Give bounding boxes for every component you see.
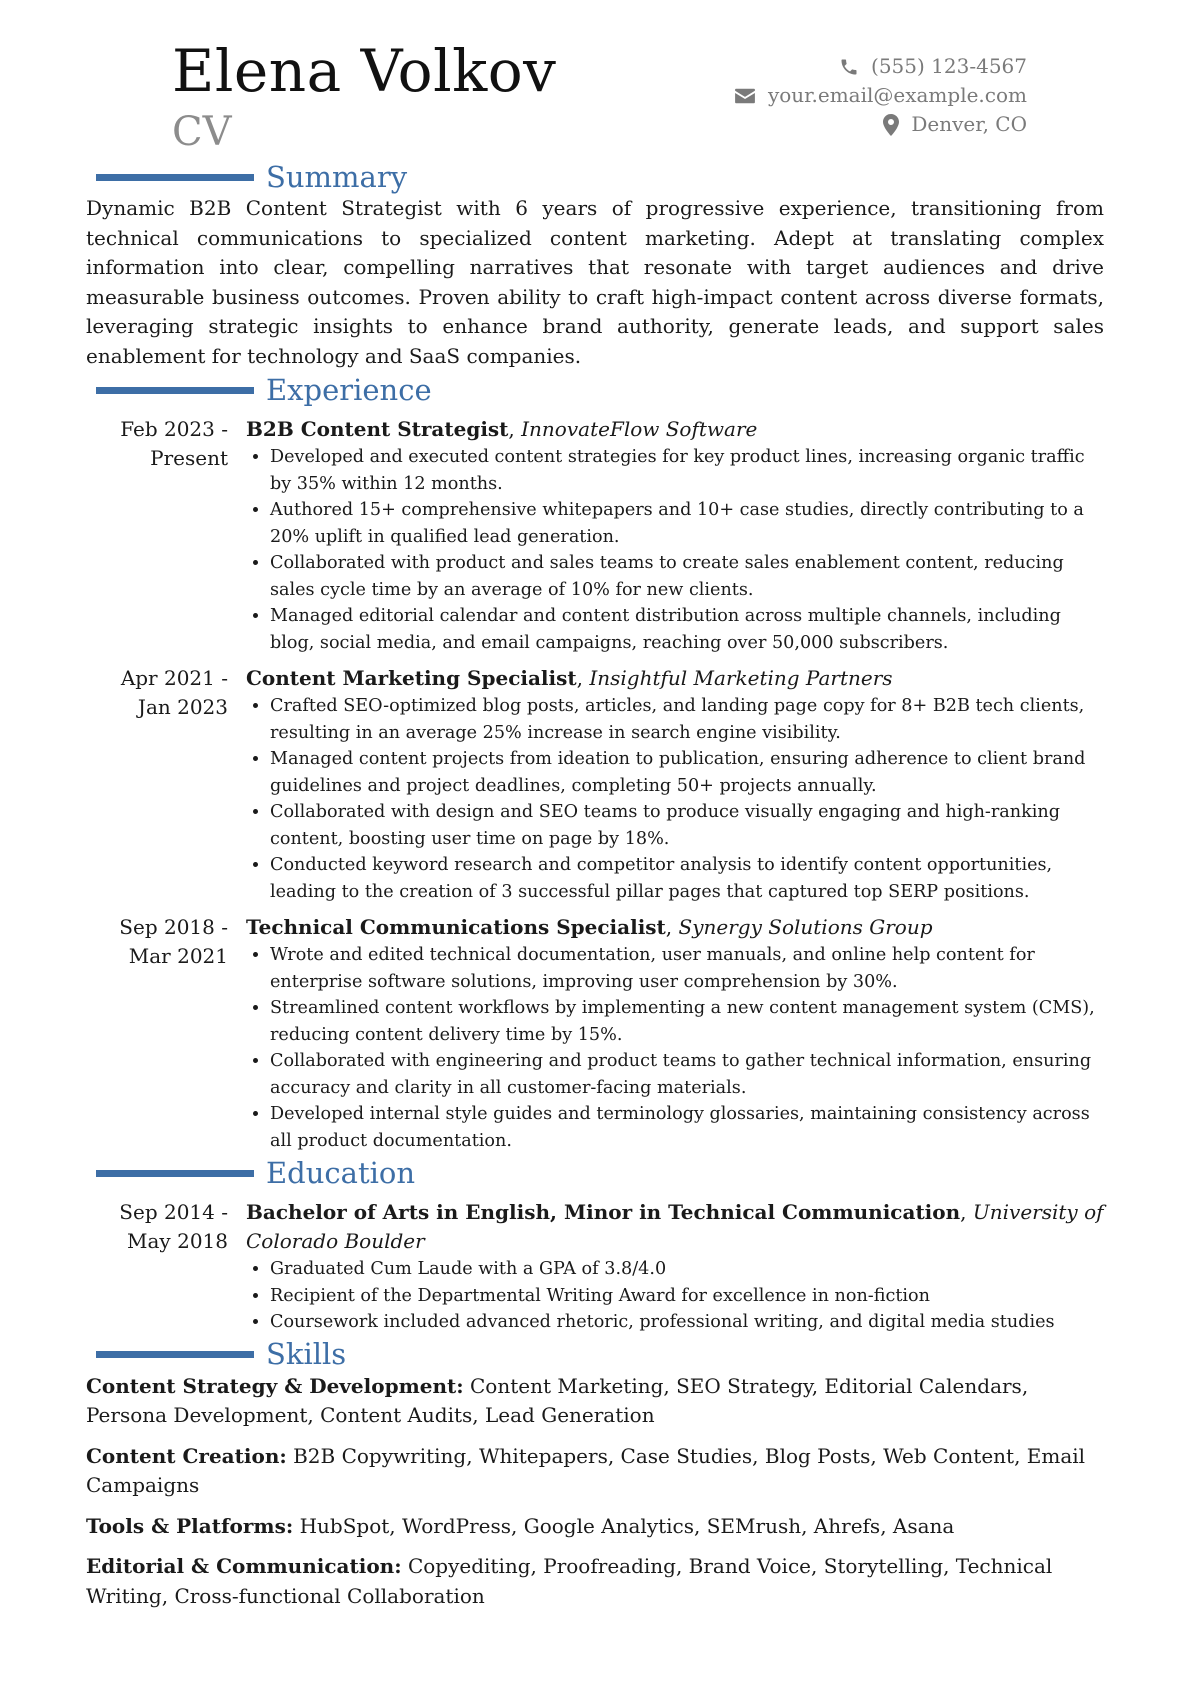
skill-label: Content Creation:: [86, 1443, 287, 1468]
experience-entry: [86, 664, 1104, 905]
summary-text: Dynamic B2B Content Strategist with 6 years of progressive experience, transitioning from technical communications to specialized content marketing. Adept at translating complex information into clear, compelling narratives that resonate with target audiences and drive measurable business outcomes. Proven ability to craft high-impact content across diverse formats, leveraging strategic insights to enhance brand authority, generate leads, and support sales enablement for technology and SaaS companies.: [86, 196, 1104, 368]
education-list: [86, 1198, 1104, 1336]
section-title-skills: Skills: [266, 1337, 347, 1371]
email-text: your.email@example.com: [767, 83, 1027, 107]
section-skills: [96, 1338, 1104, 1372]
phone-icon: [839, 57, 859, 77]
bullet-item: • Managed editorial calendar and content distribution across multiple channels, including blog, social media, and email campaigns, reaching over 50,000 subscribers.: [270, 603, 1104, 656]
document-subtitle: CV: [172, 109, 232, 155]
skill-row: [86, 1372, 1104, 1431]
skills-list: [86, 1372, 1104, 1612]
section-bar: [96, 1351, 254, 1358]
bullet-item: • Recipient of the Departmental Writing Award for excellence in non-fiction: [270, 1283, 1104, 1310]
skill-items: Content Marketing, SEO Strategy, Editorial Calendars, Persona Development, Content Audits, Lead Generation: [86, 1373, 1029, 1427]
entry-headline: Technical Communications Specialist, Synergy Solutions Group: [246, 915, 933, 939]
entry-body: [246, 913, 1104, 1154]
contact-location: [734, 110, 1027, 139]
bullet-item: • Collaborated with product and sales teams to create sales enablement content, reducing sales cycle time by an average of 10% for new clients.: [270, 550, 1104, 603]
skill-label: Tools & Platforms:: [86, 1513, 294, 1538]
skill-row: [86, 1442, 1104, 1501]
section-experience: [96, 373, 1104, 407]
bullet-item: • Authored 15+ comprehensive whitepapers and 10+ case studies, directly contributing to a 20% uplift in qualified lead generation.: [270, 497, 1104, 550]
experience-entry: [86, 415, 1104, 656]
entry-organization: Insightful Marketing Partners: [589, 666, 893, 690]
map-pin-icon: [883, 114, 899, 136]
skill-items: Copyediting, Proofreading, Brand Voice, Storytelling, Technical Writing, Cross-functional Collaboration: [86, 1554, 1053, 1608]
section-education: [96, 1156, 1104, 1190]
bullet-item: • Managed content projects from ideation to publication, ensuring adherence to client brand guidelines and project deadlines, completing 50+ projects annually.: [270, 746, 1104, 799]
bullet-item: • Developed internal style guides and terminology glossaries, maintaining consistency across all product documentation.: [270, 1101, 1104, 1154]
contact-phone: [734, 52, 1027, 81]
entry-organization: InnovateFlow Software: [521, 417, 758, 441]
skill-items: HubSpot, WordPress, Google Analytics, SEMrush, Ahrefs, Asana: [299, 1513, 955, 1538]
entry-bullets: [246, 1256, 1104, 1336]
entry-role: Technical Communications Specialist: [246, 915, 666, 939]
section-title-summary: Summary: [266, 159, 408, 194]
experience-entry: [86, 913, 1104, 1154]
contact-email: [734, 81, 1027, 110]
skill-label: Editorial & Communication:: [86, 1554, 402, 1578]
section-title-experience: Experience: [266, 372, 432, 407]
contact-block: [734, 52, 1027, 139]
section-bar: [96, 1170, 254, 1177]
envelope-icon: [734, 87, 756, 105]
entry-headline: B2B Content Strategist, InnovateFlow Software: [246, 417, 758, 441]
bullet-item: • Graduated Cum Laude with a GPA of 3.8/4.0: [270, 1256, 1104, 1283]
entry-headline: Content Marketing Specialist, Insightful Marketing Partners: [246, 666, 893, 690]
entry-dates: Sep 2014 - May 2018: [119, 1200, 228, 1253]
location-text: Denver, CO: [911, 112, 1027, 136]
entry-role: Bachelor of Arts in English, Minor in Technical Communication: [246, 1200, 961, 1224]
entry-bullets: [246, 693, 1104, 905]
entry-organization: University of Colorado Boulder: [246, 1200, 1104, 1253]
skill-items: B2B Copywriting, Whitepapers, Case Studies, Blog Posts, Web Content, Email Campaigns: [86, 1443, 1086, 1497]
phone-text: (555) 123-4567: [871, 54, 1027, 78]
bullet-item: • Streamlined content workflows by implementing a new content management system (CMS), reducing content delivery time by 15%.: [270, 995, 1104, 1048]
entry-body: [246, 415, 1104, 656]
entry-role: B2B Content Strategist: [246, 417, 509, 441]
entry-body: [246, 664, 1104, 905]
bullet-item: • Coursework included advanced rhetoric, professional writing, and digital media studies: [270, 1309, 1104, 1336]
entry-bullets: [246, 444, 1104, 656]
bullet-item: • Crafted SEO-optimized blog posts, articles, and landing page copy for 8+ B2B tech clients, resulting in an average 25% increase in search engine visibility.: [270, 693, 1104, 746]
entry-role: Content Marketing Specialist: [246, 666, 577, 690]
section-title-education: Education: [266, 1155, 416, 1190]
bullet-item: • Collaborated with engineering and product teams to gather technical information, ensuring accuracy and clarity in all customer-facing materials.: [270, 1048, 1104, 1101]
entry-bullets: [246, 942, 1104, 1154]
bullet-item: • Developed and executed content strategies for key product lines, increasing organic traffic by 35% within 12 months.: [270, 444, 1104, 497]
section-summary: [96, 160, 1104, 194]
bullet-item: • Wrote and edited technical documentation, user manuals, and online help content for enterprise software solutions, improving user comprehension by 30%.: [270, 942, 1104, 995]
section-bar: [96, 387, 254, 394]
experience-list: [86, 415, 1104, 1154]
skill-row: [86, 1552, 1104, 1611]
cv-header: [86, 0, 1104, 160]
person-name: Elena Volkov: [172, 37, 557, 105]
skill-row: [86, 1512, 1104, 1542]
bullet-item: • Collaborated with design and SEO teams to produce visually engaging and high-ranking content, boosting user time on page by 18%.: [270, 799, 1104, 852]
entry-organization: Synergy Solutions Group: [678, 915, 933, 939]
entry-body: [246, 1198, 1104, 1336]
education-entry: [86, 1198, 1104, 1336]
entry-headline: Bachelor of Arts in English, Minor in Technical Communication, University of Colorado Boulder: [246, 1200, 1104, 1253]
skill-label: Content Strategy & Development:: [86, 1373, 464, 1398]
entry-dates: Sep 2018 - Mar 2021: [119, 915, 228, 968]
entry-dates: Apr 2021 - Jan 2023: [120, 666, 228, 719]
section-bar: [96, 174, 254, 181]
entry-dates: Feb 2023 - Present: [120, 417, 228, 470]
bullet-item: • Conducted keyword research and competitor analysis to identify content opportunities, leading to the creation of 3 successful pillar pages that captured top SERP positions.: [270, 852, 1104, 905]
